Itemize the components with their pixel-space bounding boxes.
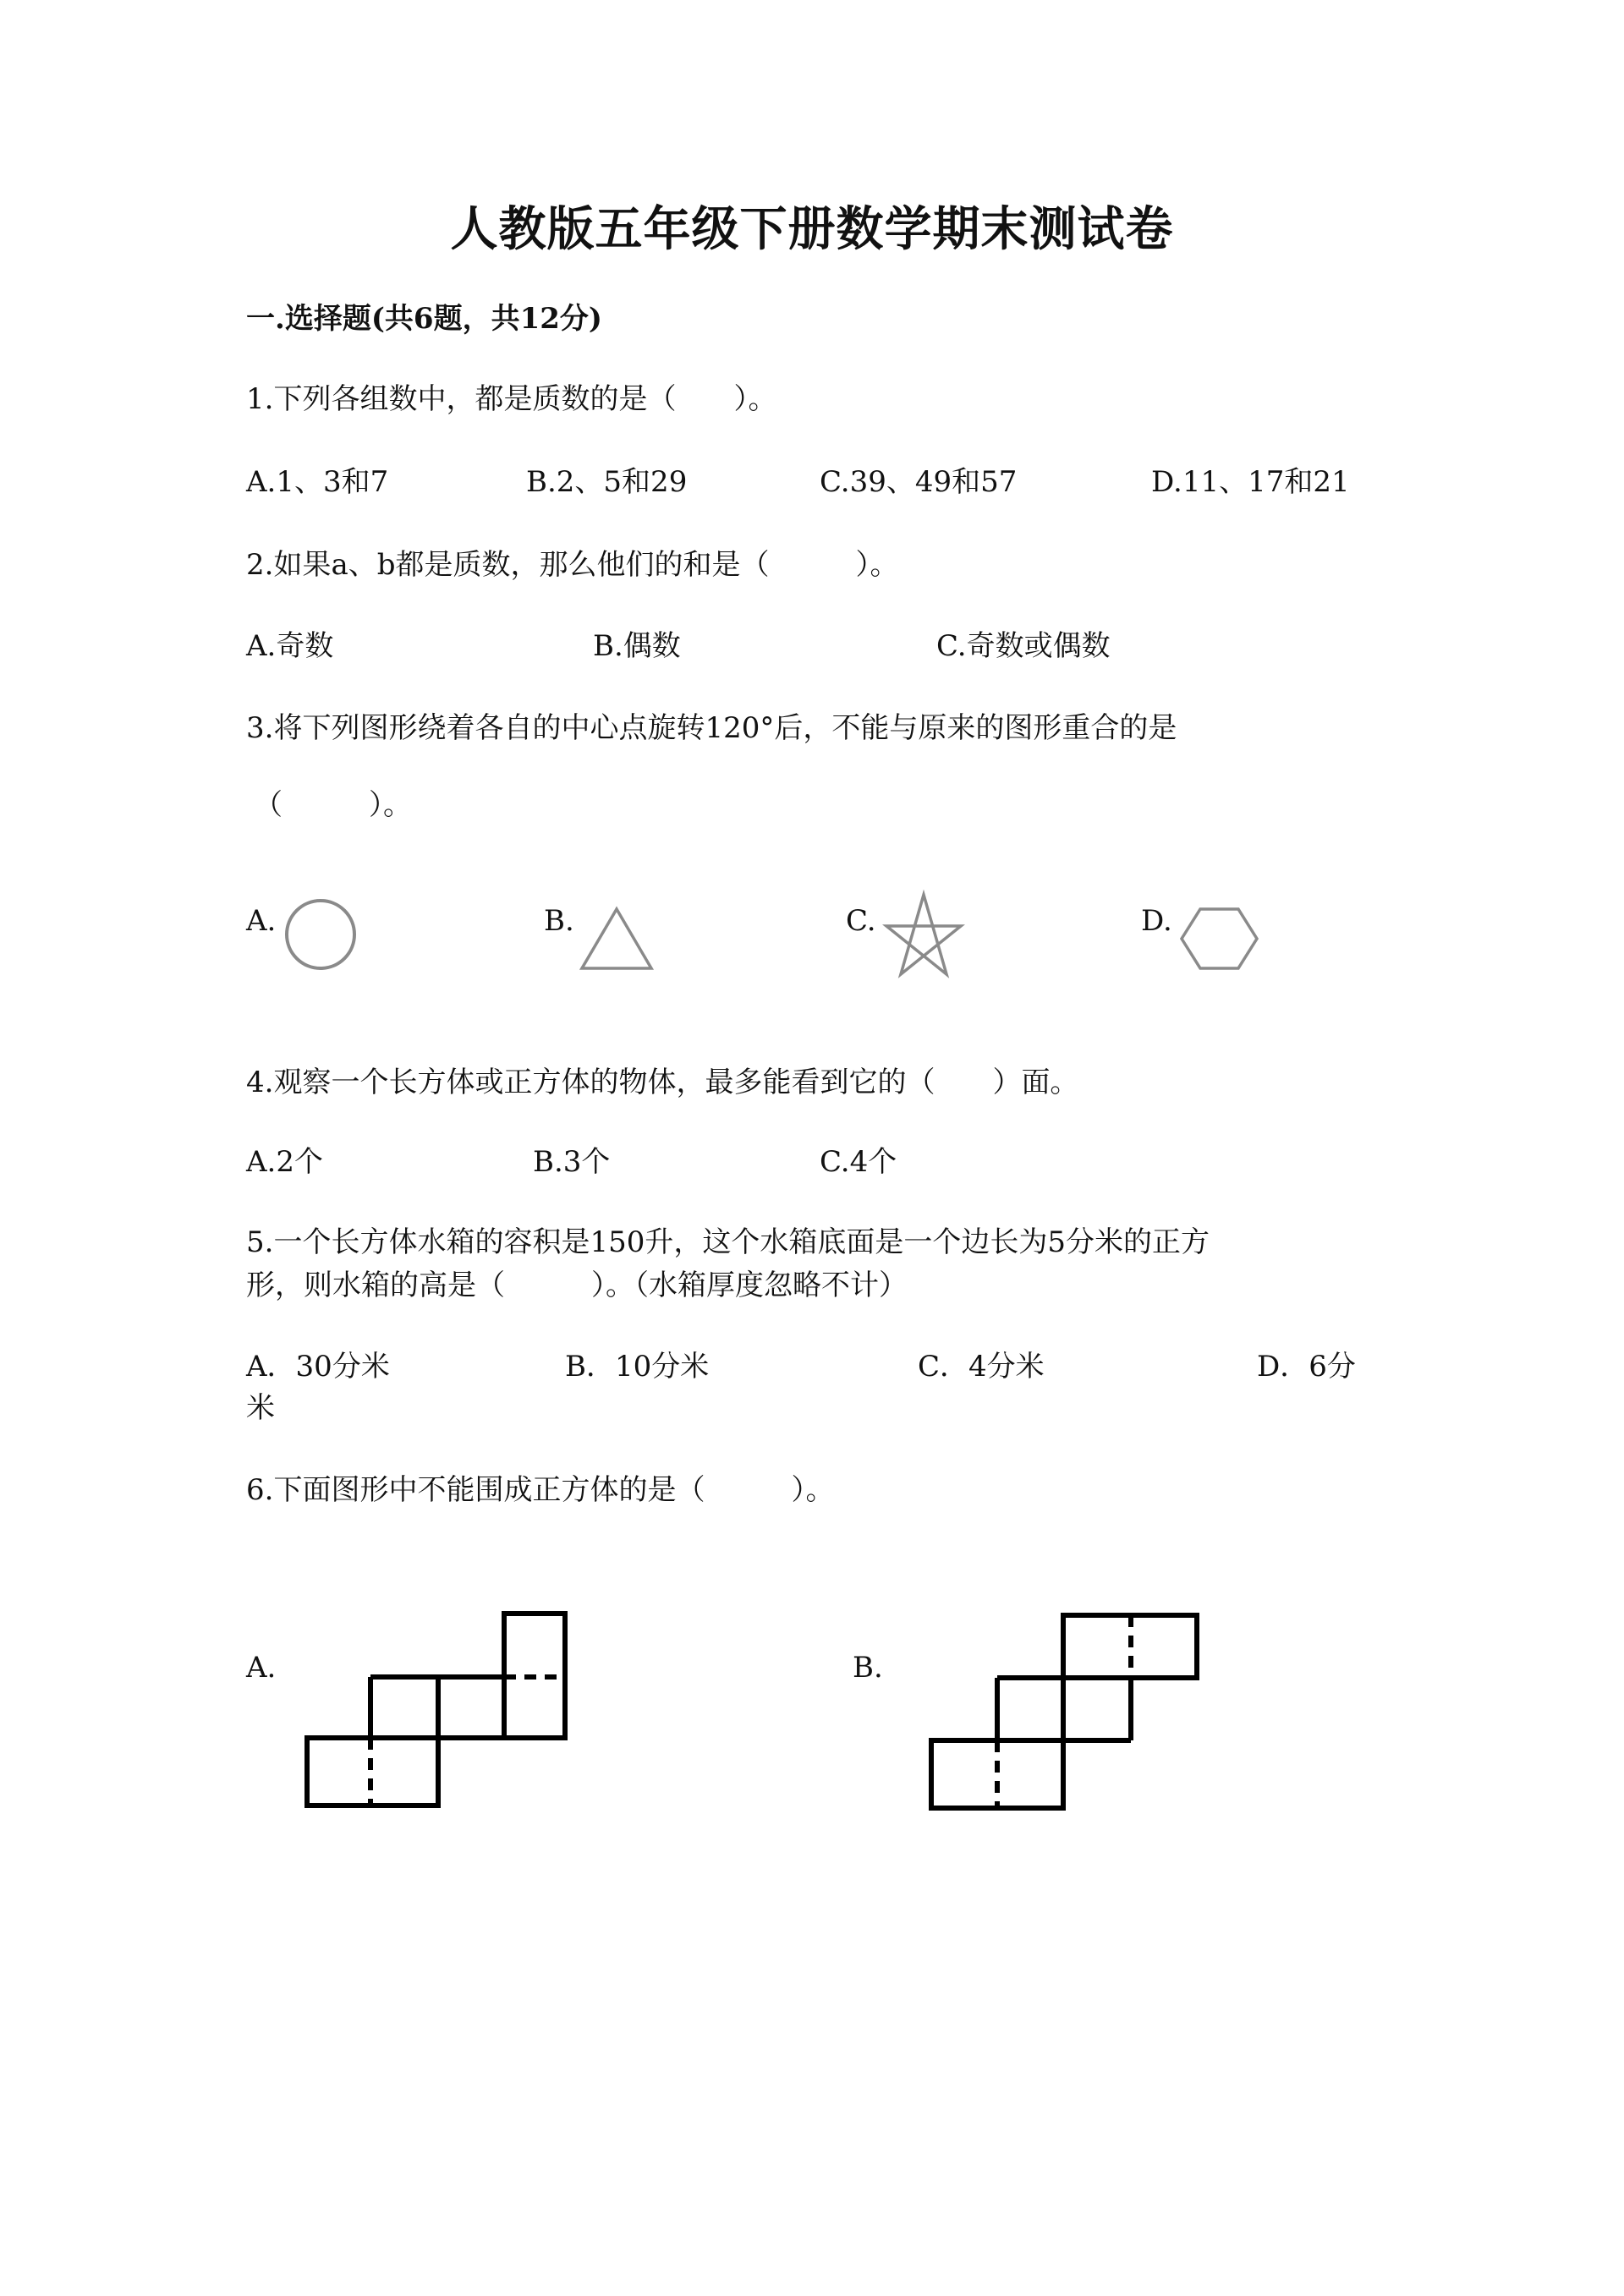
cube-net-b-figure bbox=[926, 1607, 1205, 1810]
q3-option-b[interactable]: B. bbox=[544, 904, 574, 938]
circle-icon bbox=[283, 896, 359, 973]
question-3-stem-line-2: （ ）。 bbox=[254, 788, 412, 822]
question-1-stem: 1.下列各组数中，都是质数的是（ ）。 bbox=[246, 382, 777, 416]
q5-option-c[interactable]: C．4分米 bbox=[918, 1350, 1045, 1384]
q4-option-a[interactable]: A.2个 bbox=[246, 1145, 323, 1179]
q3-option-d[interactable]: D. bbox=[1141, 904, 1172, 938]
question-2-stem: 2.如果a、b都是质数，那么他们的和是（ ）。 bbox=[246, 548, 899, 582]
q5-option-b[interactable]: B．10分米 bbox=[565, 1350, 710, 1384]
q6-option-b[interactable]: B. bbox=[853, 1651, 883, 1685]
q5-option-d[interactable]: D．6分 bbox=[1257, 1350, 1356, 1384]
question-4-stem: 4.观察一个长方体或正方体的物体，最多能看到它的（ ）面。 bbox=[246, 1066, 1079, 1099]
q3-option-a[interactable]: A. bbox=[246, 904, 277, 938]
q1-option-b[interactable]: B.2、5和29 bbox=[526, 465, 688, 499]
question-3-stem-line-1: 3.将下列图形绕着各自的中心点旋转120°后，不能与原来的图形重合的是 bbox=[246, 711, 1177, 745]
q1-option-a[interactable]: A.1、3和7 bbox=[246, 465, 389, 499]
triangle-icon bbox=[580, 905, 656, 973]
hexagon-icon bbox=[1179, 905, 1264, 973]
question-5-stem-line-1: 5.一个长方体水箱的容积是150升，这个水箱底面是一个边长为5分米的正方 bbox=[246, 1225, 1210, 1259]
q4-option-b[interactable]: B.3个 bbox=[533, 1145, 611, 1179]
q5-option-a[interactable]: A．30分米 bbox=[246, 1350, 390, 1384]
q1-option-c[interactable]: C.39、49和57 bbox=[820, 465, 1018, 499]
q2-option-a[interactable]: A.奇数 bbox=[246, 629, 334, 663]
q4-option-c[interactable]: C.4个 bbox=[820, 1145, 897, 1179]
q2-option-c[interactable]: C.奇数或偶数 bbox=[936, 629, 1111, 663]
section-heading: 一.选择题(共6题，共12分) bbox=[246, 302, 602, 336]
q5-option-d-wrap: 米 bbox=[246, 1391, 275, 1425]
q3-option-c[interactable]: C. bbox=[846, 904, 876, 938]
star-icon bbox=[882, 892, 967, 977]
question-5-stem-line-2: 形，则水箱的高是（ ）。（水箱厚度忽略不计） bbox=[246, 1269, 908, 1302]
q2-option-b[interactable]: B.偶数 bbox=[593, 629, 681, 663]
page-title: 人教版五年级下册数学期末测试卷 bbox=[450, 201, 1174, 257]
q6-option-a[interactable]: A. bbox=[246, 1651, 277, 1685]
question-6-stem: 6.下面图形中不能围成正方体的是（ ）。 bbox=[246, 1473, 835, 1507]
cube-net-a-figure bbox=[304, 1607, 575, 1810]
q1-option-d[interactable]: D.11、17和21 bbox=[1151, 465, 1350, 499]
